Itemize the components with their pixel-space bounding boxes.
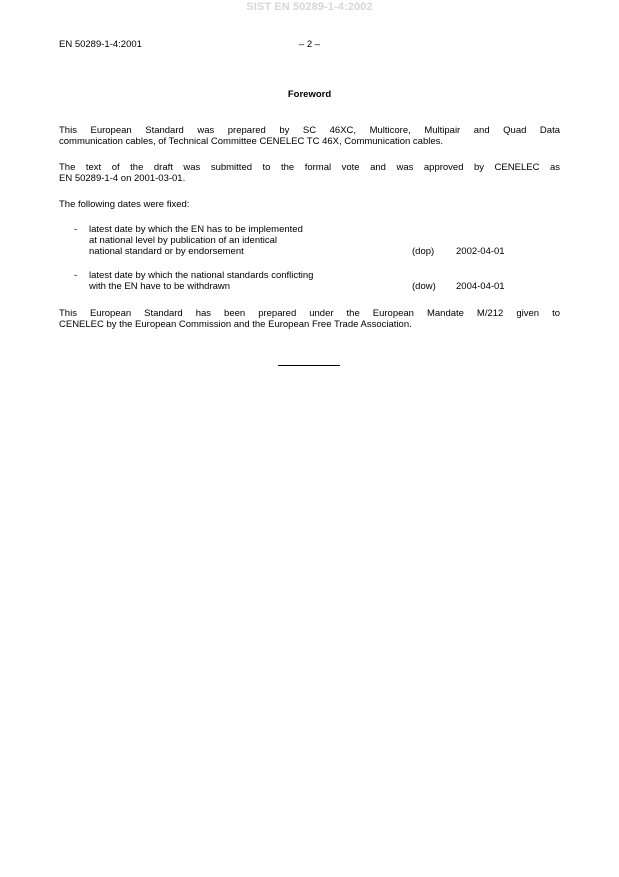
foreword-paragraph-4 [59,308,560,330]
list-item-line-2: with the EN have to be withdrawn [89,281,230,292]
date-code: (dop) [412,246,435,257]
paragraph-2-line-2: EN 50289-1-4 on 2001-03-01. [59,173,186,184]
paragraph-2-line-1: The text of the draft was submitted to the formal vote and was approved by CENELEC as [59,162,560,173]
list-item-line-3: national standard or by endorsement [89,246,244,257]
foreword-paragraph-2 [59,162,560,184]
foreword-paragraph-1 [59,125,560,147]
list-item-text [89,224,409,257]
paragraph-1-line-2: communication cables, of Technical Committee CENELEC TC 46X, Communication cables. [59,136,444,147]
document-id: EN 50289-1-4:2001 [59,39,142,50]
list-bullet: - [74,224,78,235]
list-item-line-1: latest date by which the national standards conflicting [89,270,314,281]
page-number: – 2 – [298,39,321,50]
list-item-line-2: at national level by publication of an identical [89,235,278,246]
date-value: 2004-04-01 [456,281,505,292]
list-item-text [89,270,409,292]
date-code: (dow) [412,281,436,292]
list-item-line-1: latest date by which the EN has to be implemented [89,224,303,235]
date-value: 2002-04-01 [456,246,505,257]
end-of-section-rule [278,365,340,366]
paragraph-4-line-1: This European Standard has been prepared under the European Mandate M/212 given to [59,308,560,319]
paragraph-1-line-1: This European Standard was prepared by SC 46XC, Multicore, Multipair and Quad Data [59,125,560,136]
list-bullet: - [74,270,78,281]
foreword-heading: Foreword [287,89,332,100]
paragraph-4-line-2: CENELEC by the European Commission and the European Free Trade Association. [59,319,412,330]
watermark: SIST EN 50289-1-4:2002 [246,1,373,13]
foreword-paragraph-3: The following dates were fixed: [59,199,190,210]
